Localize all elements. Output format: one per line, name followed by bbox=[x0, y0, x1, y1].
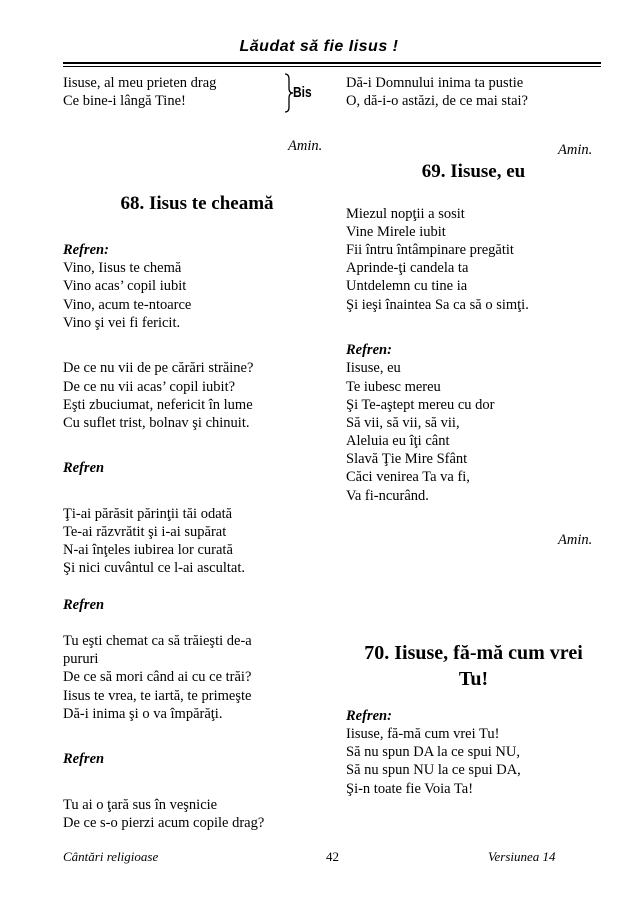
left-top-line: Ce bine-i lângă Tine! bbox=[63, 93, 186, 109]
song-68-verse-3-line: pururi bbox=[63, 651, 99, 667]
song-68-refren-line: Vino, acum te-ntoarce bbox=[63, 297, 192, 313]
song-69-amin: Amin. bbox=[558, 532, 593, 548]
song-69-verse-line: Fii întru întâmpinare pregătit bbox=[346, 242, 514, 258]
song-68-refren-ref: Refren bbox=[63, 597, 105, 613]
song-69-refren-line: Şi Te-aştept mereu cu dor bbox=[346, 397, 495, 413]
song-68-verse-1-line: De ce nu vii de pe cărări străine? bbox=[63, 360, 254, 376]
song-69-refren-line: Slavă Ţie Mire Sfânt bbox=[346, 451, 468, 467]
song-70-refren-label: Refren: bbox=[346, 708, 392, 724]
song-70-refren-line: Şi-n toate fie Voia Ta! bbox=[346, 781, 474, 797]
song-68-verse-3-line: Dă-i inima şi o va împărăţi. bbox=[63, 706, 223, 722]
song-70-title-line: 70. Iisuse, fă-mă cum vrei bbox=[364, 642, 583, 664]
song-68-verse-2-line: Ţi-ai părăsit părinţii tăi odată bbox=[63, 506, 233, 522]
song-69-verse-line: Miezul nopţii a sosit bbox=[346, 206, 465, 222]
song-68-refren-line: Vino, Iisus te chemă bbox=[63, 260, 182, 276]
song-68-verse-2-line: N-ai înţeles iubirea lor curată bbox=[63, 542, 233, 558]
song-68-refren-line: Vino şi vei fi fericit. bbox=[63, 315, 181, 331]
song-69-verse-line: Şi ieşi înaintea Sa ca să o simţi. bbox=[346, 297, 529, 313]
footer-page-number: 42 bbox=[326, 849, 339, 864]
song-69-title: 69. Iisuse, eu bbox=[421, 161, 526, 182]
song-69-refren-line: Va fi-ncurând. bbox=[346, 488, 429, 504]
song-68-refren-ref: Refren bbox=[63, 460, 105, 476]
song-68-title: 68. Iisus te cheamă bbox=[120, 193, 274, 214]
song-68-verse-1-line: De ce nu vii acas’ copil iubit? bbox=[63, 379, 236, 395]
song-68-verse-2-line: Te-ai răzvrătit şi i-ai supărat bbox=[63, 524, 227, 540]
song-69-verse-line: Untdelemn cu tine ia bbox=[346, 278, 468, 294]
song-69-refren-line: Te iubesc mereu bbox=[346, 379, 441, 395]
song-69-refren-label: Refren: bbox=[346, 342, 392, 358]
right-top-amin: Amin. bbox=[558, 142, 593, 158]
song-68-refren-ref: Refren bbox=[63, 751, 105, 767]
song-70-title bbox=[346, 640, 601, 692]
song-70-refren-line: Să nu spun NU la ce spui DA, bbox=[346, 762, 521, 778]
song-68-verse-3-line: Tu eşti chemat ca să trăieşti de-a bbox=[63, 633, 252, 649]
header-rule-thin bbox=[63, 66, 601, 67]
song-69-refren-line: Căci venirea Ta va fi, bbox=[346, 469, 470, 485]
song-68-verse-3-line: De ce să mori când ai cu ce trăi? bbox=[63, 669, 252, 685]
song-68-refren-line: Vino acas’ copil iubit bbox=[63, 278, 187, 294]
song-70-refren-line: Iisuse, fă-mă cum vrei Tu! bbox=[346, 726, 500, 742]
header-rule-thick bbox=[63, 62, 601, 64]
page-header-title: Lăudat să fie Iisus ! bbox=[239, 38, 399, 55]
song-69-verse-line: Vine Mirele iubit bbox=[346, 224, 446, 240]
left-top-line: Iisuse, al meu prieten drag bbox=[63, 75, 217, 91]
song-69-refren-line: Iisuse, eu bbox=[346, 360, 401, 376]
song-69-refren-line: Să vii, să vii, să vii, bbox=[346, 415, 460, 431]
footer-version: Versiunea 14 bbox=[488, 849, 556, 864]
song-68-verse-1-line: Cu suflet trist, bolnav şi chinuit. bbox=[63, 415, 250, 431]
song-68-verse-4-line: De ce s-o pierzi acum copile drag? bbox=[63, 815, 265, 831]
song-68-verse-1-line: Eşti zbuciumat, nefericit în lume bbox=[63, 397, 253, 413]
footer-book-title: Cântări religioase bbox=[63, 849, 159, 864]
bis-label: Bis bbox=[293, 84, 312, 101]
song-68-verse-2-line: Şi nici cuvântul ce l-ai ascultat. bbox=[63, 560, 245, 576]
right-top-line: Dă-i Domnului inima ta pustie bbox=[346, 75, 524, 91]
song-69-verse-line: Aprinde-ţi candela ta bbox=[346, 260, 469, 276]
song-70-refren-line: Să nu spun DA la ce spui NU, bbox=[346, 744, 520, 760]
song-68-verse-4-line: Tu ai o ţară sus în veşnicie bbox=[63, 797, 218, 813]
song-68-refren-label: Refren: bbox=[63, 242, 109, 258]
song-68-verse-3-line: Iisus te vrea, te iartă, te primeşte bbox=[63, 688, 252, 704]
song-70-title-line: Tu! bbox=[458, 668, 489, 690]
left-top-amin: Amin. bbox=[288, 138, 323, 154]
song-69-refren-line: Aleluia eu îţi cânt bbox=[346, 433, 450, 449]
right-top-line: O, dă-i-o astăzi, de ce mai stai? bbox=[346, 93, 528, 109]
